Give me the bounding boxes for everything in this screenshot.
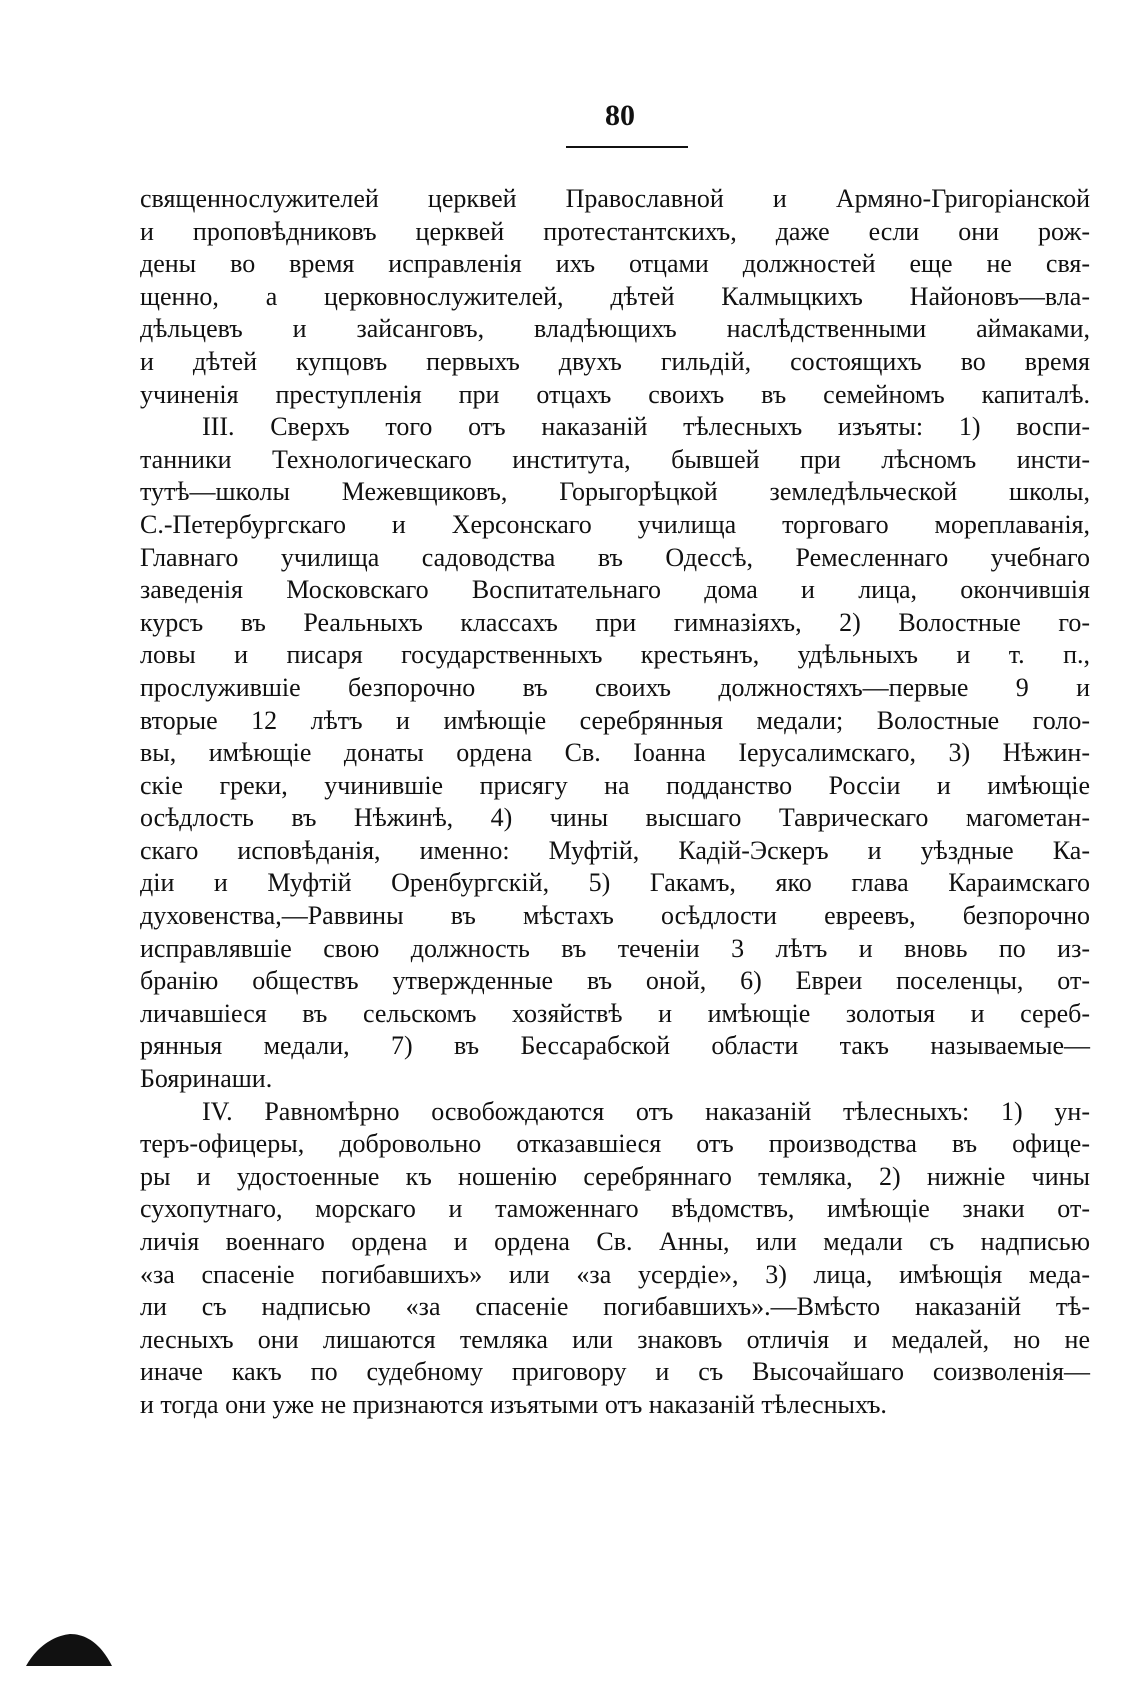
body-text [140, 183, 1090, 1422]
text-line: тутѣ—школы Межевщиковъ, Горыгорѣцкой земледѣльческой школы, [140, 477, 1090, 507]
text-line: дены во время исправленія ихъ отцами должностей еще не свя- [140, 249, 1090, 279]
text-line: танники Технологическаго института, бывшей при лѣсномъ инсти- [140, 444, 1090, 474]
text-line: курсъ въ Реальныхъ классахъ при гимназіяхъ, 2) Волостные го- [140, 607, 1090, 637]
text-line: скаго исповѣданія, именно: Муфтій, Кадій-Эскеръ и уѣздные Ка- [140, 835, 1090, 865]
page-number: 80 [605, 99, 635, 132]
text-line: прослужившіе безпорочно въ своихъ должностяхъ—первые 9 и [140, 672, 1090, 702]
text-line: лесныхъ они лишаются темляка или знаковъ отличія и медалей, но не [140, 1324, 1090, 1354]
text-line: и дѣтей купцовъ первыхъ двухъ гильдій, состоящихъ во время [140, 346, 1090, 376]
text-line: ры и удостоенные къ ношенію серебряннаго темляка, 2) нижніе чины [140, 1161, 1090, 1191]
paragraph-iv-end: и тогда они уже не признаются изъятыми отъ наказаній тѣлесныхъ. [140, 1389, 887, 1419]
text-line: «за спасеніе погибавшихъ» или «за усердіе», 3) лица, имѣющія меда- [140, 1259, 1090, 1289]
text-line: духовенства,—Раввины въ мѣстахъ осѣдлости евреевъ, безпорочно [140, 901, 1090, 931]
text-line: дѣльцевъ и зайсанговъ, владѣющихъ наслѣдственными аймаками, [140, 314, 1090, 344]
paragraph-iv-start: IV. Равномѣрно освобождаются отъ наказаній тѣлесныхъ: 1) ун- [202, 1096, 1090, 1126]
text-line: осѣдлость въ Нѣжинѣ, 4) чины высшаго Таврическаго магометан- [140, 803, 1090, 833]
text-line: ли съ надписью «за спасеніе погибавшихъ».—Вмѣсто наказаній тѣ- [140, 1292, 1090, 1322]
paragraph-iii-end: Бояринаши. [140, 1064, 273, 1094]
text-line: личавшіеся въ сельскомъ хозяйствѣ и имѣющіе золотыя и сереб- [140, 998, 1090, 1028]
page-number-rule [566, 146, 688, 148]
paragraph-iii-start: III. Сверхъ того отъ наказаній тѣлесныхъ изъяты: 1) воспи- [202, 412, 1090, 442]
text-line: сухопутнаго, морскаго и таможеннаго вѣдомствъ, имѣющіе знаки от- [140, 1194, 1090, 1224]
text-line: Главнаго училища садоводства въ Одессѣ, Ремесленнаго учебнаго [140, 542, 1090, 572]
text-line: ловы и писаря государственныхъ крестьянъ, удѣльныхъ и т. п., [140, 640, 1090, 670]
text-line: С.-Петербургскаго и Херсонскаго училища торговаго мореплаванія, [140, 509, 1090, 539]
text-line: скіе греки, учинившіе присягу на подданство Россіи и имѣющіе [140, 770, 1090, 800]
text-line: вы, имѣющіе донаты ордена Св. Іоанна Іерусалимскаго, 3) Нѣжин- [140, 738, 1090, 768]
text-line: иначе какъ по судебному приговору и съ Высочайшаго соизволенія— [140, 1357, 1090, 1387]
text-line: рянныя медали, 7) въ Бессарабской области такъ называемые— [140, 1031, 1090, 1061]
text-line: теръ-офицеры, добровольно отказавшіеся отъ производства въ офице- [140, 1129, 1090, 1159]
ink-smudge [26, 1632, 112, 1666]
text-line: вторые 12 лѣтъ и имѣющіе серебрянныя медали; Волостные голо- [140, 705, 1090, 735]
text-line: щенно, а церковнослужителей, дѣтей Калмыцкихъ Найоновъ—вла- [140, 281, 1090, 311]
text-line: заведенія Московскаго Воспитательнаго дома и лица, окончившія [140, 575, 1090, 605]
text-line: личія военнаго ордена и ордена Св. Анны, или медали съ надписью [140, 1227, 1090, 1256]
text-line: бранію обществъ утвержденные въ оной, 6) Евреи поселенцы, от- [140, 966, 1090, 996]
text-line: діи и Муфтій Оренбургскій, 5) Гакамъ, яко глава Караимскаго [140, 868, 1090, 898]
text-line: учиненія преступленія при отцахъ своихъ въ семейномъ капиталѣ. [140, 379, 1090, 409]
text-line: священнослужителей церквей Православной и Армяно-Григоріанской [140, 184, 1090, 213]
text-line: и проповѣдниковъ церквей протестантскихъ, даже если они рож- [140, 216, 1090, 246]
text-line: исправлявшіе свою должность въ теченіи 3 лѣтъ и вновь по из- [140, 933, 1090, 963]
